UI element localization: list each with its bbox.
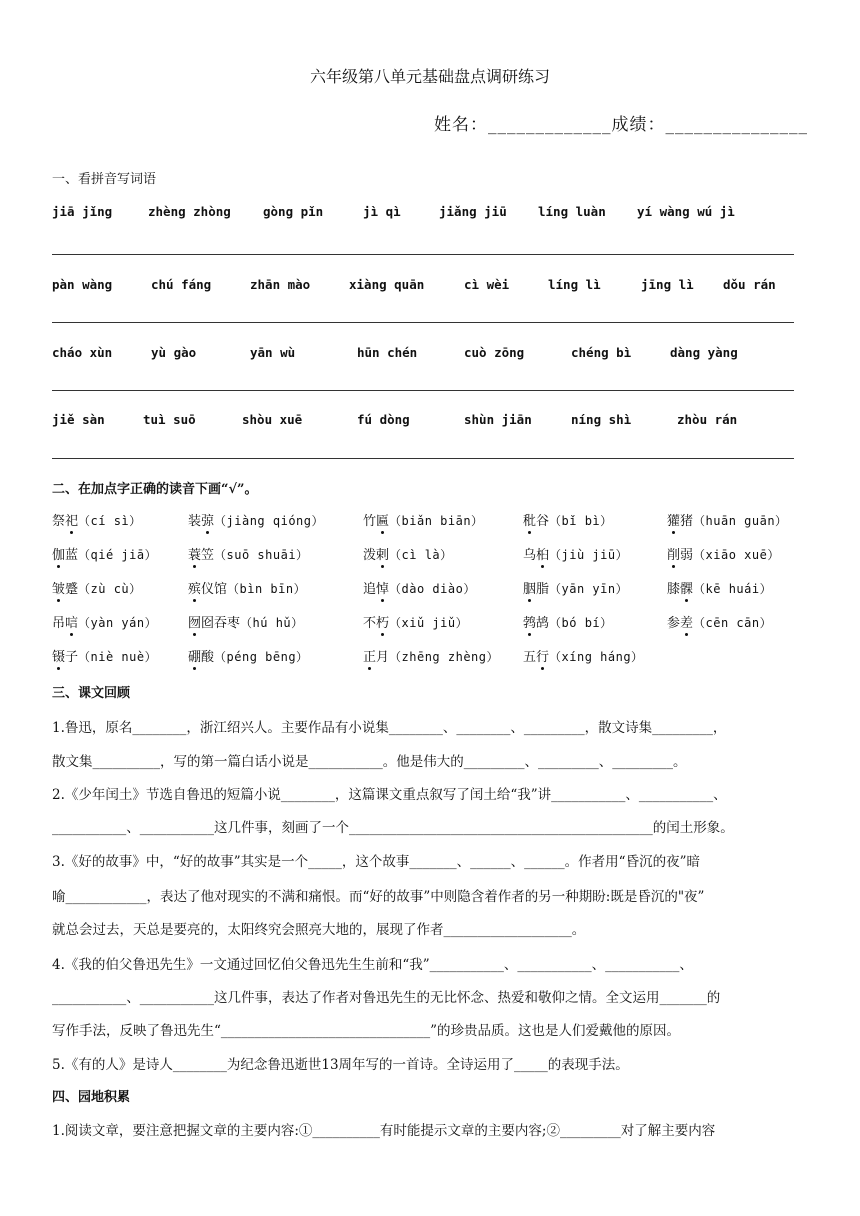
reading-item: 不朽（xiǔ jiǔ）: [363, 612, 468, 631]
reading-item: 殡仪馆（bìn bīn）: [188, 578, 306, 597]
section3-heading: 三、课文回顾: [52, 686, 131, 701]
pinyin-word: cuò zōng: [464, 345, 525, 360]
reading-item: 五行（xíng háng）: [523, 646, 644, 665]
pinyin-word: shùn jiān: [464, 412, 532, 427]
pinyin-word: fú dòng: [357, 412, 410, 427]
pinyin-word: yān wù: [250, 345, 296, 360]
pinyin-word: chéng bì: [571, 345, 632, 360]
accumulation-line: 1.阅读文章，要注意把握文章的主要内容:①__________有时能提示文章的主要内容;②_________对了解主要内容: [52, 1123, 716, 1139]
reading-item: 祭祀（cí sì）: [52, 510, 142, 529]
review-line: 1.鲁迅，原名________，浙江绍兴人。主要作品有小说集________、________、_________，散文诗集_________，: [52, 720, 727, 736]
pinyin-word: dàng yàng: [670, 345, 738, 360]
reading-item: 参差（cēn cān）: [667, 612, 772, 631]
reading-item: 竹匾（biǎn biān）: [363, 510, 484, 529]
pinyin-word: dǒu rán: [723, 277, 776, 292]
section2-heading: 二、在加点字正确的读音下画“√”。: [52, 482, 258, 497]
pinyin-word: jīng lì: [641, 277, 694, 292]
reading-item: 硼酸（péng bēng）: [188, 646, 309, 665]
pinyin-word: níng shì: [571, 412, 632, 427]
reading-item: 膝髁（kē huái）: [667, 578, 772, 597]
page-title: 六年级第八单元基础盘点调研练习: [309, 67, 550, 86]
review-line: 5.《有的人》是诗人________为纪念鲁迅逝世13周年写的一首诗。全诗运用了_____的表现手法。: [52, 1057, 629, 1073]
pinyin-word: gòng pǐn: [263, 204, 324, 219]
pinyin-word: zhòu rán: [677, 412, 738, 427]
pinyin-word: cì wèi: [464, 277, 510, 292]
pinyin-word: chú fáng: [151, 277, 212, 292]
pinyin-word: zhān mào: [250, 277, 311, 292]
review-line: 散文集__________，写的第一篇白话小说是___________。他是伟大的_________、_________、_________。: [52, 754, 687, 770]
reading-item: 囫囵吞枣（hú hǔ）: [188, 612, 304, 631]
reading-item: 皱蹙（zù cù）: [52, 578, 142, 597]
reading-item: 乌桕（jiù jiū）: [523, 544, 628, 563]
reading-item: 泼剌（cì là）: [363, 544, 453, 563]
review-line: 喻____________，表达了他对现实的不满和痛恨。而“好的故事”中则隐含着作者的另一种期盼:既是昏沉的"夜”: [52, 889, 705, 905]
reading-item: 镊子（niè nuè）: [52, 646, 157, 665]
pinyin-word: xiàng quān: [349, 277, 425, 292]
reading-item: 伽蓝（qié jiā）: [52, 544, 157, 563]
pinyin-word: jì qì: [363, 204, 401, 219]
pinyin-word: jiǎng jiū: [439, 204, 507, 219]
answer-line: [52, 390, 794, 391]
reading-item: 吊唁（yàn yán）: [52, 612, 157, 631]
pinyin-word: hūn chén: [357, 345, 418, 360]
review-line: 4.《我的伯父鲁迅先生》一文通过回忆伯父鲁迅先生生前和“我”___________、___________、___________、: [52, 957, 693, 973]
reading-item: 装弶（jiàng qióng）: [188, 510, 324, 529]
section4-heading: 四、园地积累: [52, 1090, 131, 1105]
name-score-line: 姓名：_____________成绩：_______________: [434, 115, 808, 135]
reading-item: 追悼（dào diào）: [363, 578, 476, 597]
pinyin-word: líng luàn: [538, 204, 606, 219]
pinyin-word: tuì suō: [143, 412, 196, 427]
review-line: 3.《好的故事》中，“好的故事”其实是一个_____，这个故事_______、______、______。作者用“昏沉的夜”暗: [52, 854, 700, 870]
review-line: 写作手法，反映了鲁迅先生“_______________________________”的珍贵品质。这也是人们爱戴他的原因。: [52, 1023, 681, 1039]
reading-item: 正月（zhēng zhèng）: [363, 646, 499, 665]
pinyin-word: shòu xuē: [242, 412, 303, 427]
pinyin-word: cháo xùn: [52, 345, 113, 360]
review-line: ___________、___________这几件事，表达了作者对鲁迅先生的无比怀念、热爱和敬仰之情。全文运用_______的: [52, 990, 721, 1006]
pinyin-word: zhèng zhòng: [148, 204, 231, 219]
pinyin-word: yí wàng wú jì: [637, 204, 735, 219]
pinyin-word: jiě sàn: [52, 412, 105, 427]
review-line: 就总会过去，天总是要亮的，太阳终究会照亮大地的，展现了作者___________________。: [52, 922, 586, 938]
review-line: 2.《少年闰土》节选自鲁迅的短篇小说________，这篇课文重点叙写了闰土给“我”讲___________、___________、: [52, 787, 727, 803]
reading-item: 獾猪（huān guān）: [667, 510, 788, 529]
reading-item: 秕谷（bǐ bì）: [523, 510, 613, 529]
pinyin-word: líng lì: [548, 277, 601, 292]
section1-heading: 一、看拼音写词语: [52, 172, 157, 187]
reading-item: 鹁鸪（bó bí）: [523, 612, 613, 631]
answer-line: [52, 458, 794, 459]
pinyin-word: yù gào: [151, 345, 197, 360]
answer-line: [52, 254, 794, 255]
pinyin-word: pàn wàng: [52, 277, 113, 292]
reading-item: 蓑笠（suō shuāi）: [188, 544, 309, 563]
pinyin-word: jiā jǐng: [52, 204, 113, 219]
answer-line: [52, 322, 794, 323]
reading-item: 削弱（xiāo xuē）: [667, 544, 780, 563]
reading-item: 胭脂（yān yīn）: [523, 578, 628, 597]
review-line: ___________、___________这几件事，刻画了一个_____________________________________________的闰土形象。: [52, 820, 734, 836]
